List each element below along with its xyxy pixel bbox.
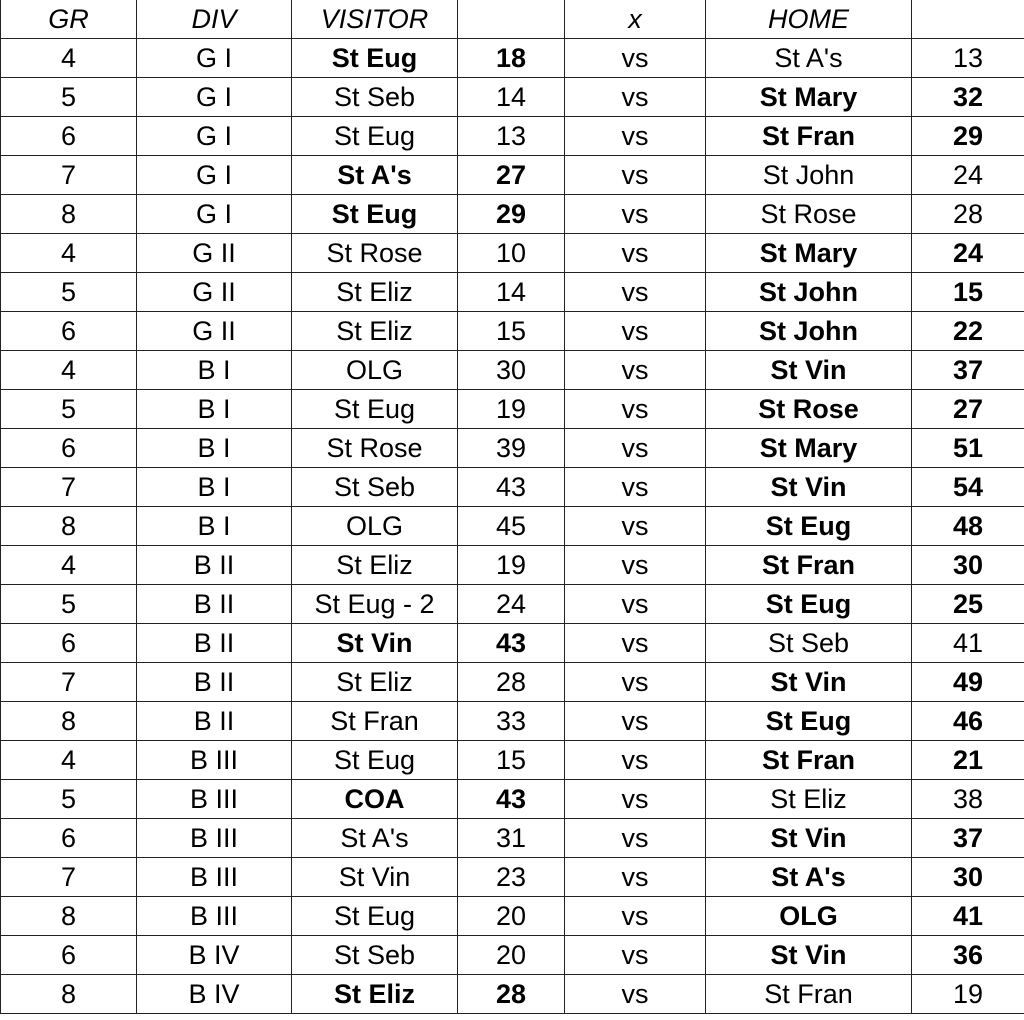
cell-home-score: 41 xyxy=(912,624,1024,663)
cell-home-score: 19 xyxy=(912,975,1024,1014)
table-row xyxy=(1,936,1024,975)
cell-gr: 5 xyxy=(1,273,137,312)
cell-x: vs xyxy=(565,624,706,663)
table-row xyxy=(1,858,1024,897)
cell-gr: 6 xyxy=(1,117,137,156)
table-row xyxy=(1,78,1024,117)
cell-visitor-score: 20 xyxy=(458,897,565,936)
cell-visitor-score: 39 xyxy=(458,429,565,468)
cell-x: vs xyxy=(565,936,706,975)
cell-visitor: St Rose xyxy=(292,234,458,273)
cell-home-score: 25 xyxy=(912,585,1024,624)
cell-visitor: St Vin xyxy=(292,624,458,663)
cell-visitor-score: 14 xyxy=(458,273,565,312)
cell-home-score: 24 xyxy=(912,156,1024,195)
cell-visitor: St Eliz xyxy=(292,546,458,585)
table-row xyxy=(1,819,1024,858)
cell-visitor-score: 23 xyxy=(458,858,565,897)
cell-div: B II xyxy=(137,546,292,585)
table-row xyxy=(1,117,1024,156)
table-row xyxy=(1,546,1024,585)
cell-visitor: St Eliz xyxy=(292,273,458,312)
cell-visitor-score: 13 xyxy=(458,117,565,156)
cell-div: B I xyxy=(137,507,292,546)
cell-visitor-score: 43 xyxy=(458,780,565,819)
cell-visitor: OLG xyxy=(292,351,458,390)
header-visitor: VISITOR xyxy=(292,0,458,39)
cell-visitor-score: 28 xyxy=(458,663,565,702)
cell-home: St Vin xyxy=(706,819,912,858)
cell-x: vs xyxy=(565,819,706,858)
cell-div: B II xyxy=(137,585,292,624)
cell-home-score: 27 xyxy=(912,390,1024,429)
cell-home-score: 13 xyxy=(912,39,1024,78)
cell-home-score: 49 xyxy=(912,663,1024,702)
table-row xyxy=(1,780,1024,819)
cell-home-score: 46 xyxy=(912,702,1024,741)
cell-home: St Vin xyxy=(706,936,912,975)
cell-div: B III xyxy=(137,741,292,780)
cell-visitor-score: 27 xyxy=(458,156,565,195)
cell-x: vs xyxy=(565,468,706,507)
cell-div: B II xyxy=(137,624,292,663)
cell-x: vs xyxy=(565,546,706,585)
cell-div: G I xyxy=(137,195,292,234)
cell-home-score: 48 xyxy=(912,507,1024,546)
cell-x: vs xyxy=(565,195,706,234)
cell-gr: 4 xyxy=(1,39,137,78)
cell-visitor-score: 29 xyxy=(458,195,565,234)
cell-home-score: 36 xyxy=(912,936,1024,975)
cell-x: vs xyxy=(565,585,706,624)
cell-home: St Vin xyxy=(706,468,912,507)
cell-home: St John xyxy=(706,156,912,195)
cell-x: vs xyxy=(565,858,706,897)
table-row xyxy=(1,507,1024,546)
cell-div: G II xyxy=(137,234,292,273)
cell-gr: 4 xyxy=(1,546,137,585)
table-row xyxy=(1,975,1024,1014)
table-row xyxy=(1,195,1024,234)
table-row xyxy=(1,468,1024,507)
cell-x: vs xyxy=(565,702,706,741)
header-row xyxy=(1,0,1024,39)
cell-visitor: St Eliz xyxy=(292,975,458,1014)
cell-home-score: 51 xyxy=(912,429,1024,468)
cell-home-score: 15 xyxy=(912,273,1024,312)
cell-gr: 6 xyxy=(1,819,137,858)
cell-gr: 5 xyxy=(1,585,137,624)
cell-gr: 6 xyxy=(1,624,137,663)
cell-x: vs xyxy=(565,390,706,429)
header-visitor-score xyxy=(458,0,565,39)
cell-home: St John xyxy=(706,312,912,351)
cell-div: B I xyxy=(137,429,292,468)
cell-home-score: 24 xyxy=(912,234,1024,273)
cell-home: St Vin xyxy=(706,351,912,390)
table-row xyxy=(1,351,1024,390)
cell-x: vs xyxy=(565,429,706,468)
cell-home-score: 41 xyxy=(912,897,1024,936)
cell-gr: 4 xyxy=(1,234,137,273)
cell-x: vs xyxy=(565,351,706,390)
cell-x: vs xyxy=(565,312,706,351)
cell-gr: 5 xyxy=(1,390,137,429)
cell-x: vs xyxy=(565,897,706,936)
cell-home-score: 28 xyxy=(912,195,1024,234)
cell-visitor-score: 33 xyxy=(458,702,565,741)
cell-visitor-score: 19 xyxy=(458,546,565,585)
table-row xyxy=(1,702,1024,741)
cell-gr: 7 xyxy=(1,468,137,507)
cell-div: B I xyxy=(137,468,292,507)
table-row xyxy=(1,663,1024,702)
header-home-score xyxy=(912,0,1024,39)
cell-visitor: St Rose xyxy=(292,429,458,468)
cell-home: St Mary xyxy=(706,78,912,117)
cell-div: B IV xyxy=(137,975,292,1014)
cell-div: G II xyxy=(137,312,292,351)
cell-div: B II xyxy=(137,663,292,702)
cell-home-score: 54 xyxy=(912,468,1024,507)
cell-div: B III xyxy=(137,819,292,858)
cell-x: vs xyxy=(565,975,706,1014)
table-row xyxy=(1,429,1024,468)
cell-gr: 5 xyxy=(1,780,137,819)
cell-visitor: St A's xyxy=(292,156,458,195)
cell-visitor: St Eliz xyxy=(292,663,458,702)
header-x: x xyxy=(565,0,706,39)
cell-gr: 4 xyxy=(1,351,137,390)
cell-x: vs xyxy=(565,78,706,117)
cell-div: B IV xyxy=(137,936,292,975)
cell-div: B III xyxy=(137,897,292,936)
cell-home: St Rose xyxy=(706,390,912,429)
cell-x: vs xyxy=(565,741,706,780)
table-row xyxy=(1,234,1024,273)
cell-home: St A's xyxy=(706,858,912,897)
cell-visitor: OLG xyxy=(292,507,458,546)
cell-div: B III xyxy=(137,780,292,819)
cell-visitor: St Eliz xyxy=(292,312,458,351)
cell-div: G I xyxy=(137,117,292,156)
cell-div: B I xyxy=(137,390,292,429)
cell-visitor-score: 15 xyxy=(458,741,565,780)
cell-visitor: St Seb xyxy=(292,936,458,975)
cell-x: vs xyxy=(565,117,706,156)
cell-visitor: St Eug xyxy=(292,897,458,936)
cell-home-score: 30 xyxy=(912,858,1024,897)
cell-home: St Mary xyxy=(706,429,912,468)
cell-x: vs xyxy=(565,156,706,195)
cell-visitor: St Eug xyxy=(292,117,458,156)
cell-home-score: 32 xyxy=(912,78,1024,117)
cell-div: G II xyxy=(137,273,292,312)
cell-home-score: 22 xyxy=(912,312,1024,351)
cell-x: vs xyxy=(565,39,706,78)
cell-visitor-score: 28 xyxy=(458,975,565,1014)
table-row xyxy=(1,312,1024,351)
cell-home: St A's xyxy=(706,39,912,78)
cell-x: vs xyxy=(565,780,706,819)
cell-div: B I xyxy=(137,351,292,390)
cell-gr: 8 xyxy=(1,897,137,936)
cell-home: St Fran xyxy=(706,546,912,585)
cell-visitor: St Eug - 2 xyxy=(292,585,458,624)
cell-visitor: St Eug xyxy=(292,39,458,78)
cell-home: St Seb xyxy=(706,624,912,663)
cell-home-score: 37 xyxy=(912,351,1024,390)
cell-visitor-score: 45 xyxy=(458,507,565,546)
cell-visitor: St Eug xyxy=(292,390,458,429)
cell-visitor-score: 14 xyxy=(458,78,565,117)
table-row xyxy=(1,585,1024,624)
cell-visitor: St Vin xyxy=(292,858,458,897)
cell-home-score: 21 xyxy=(912,741,1024,780)
table-row xyxy=(1,390,1024,429)
cell-visitor-score: 20 xyxy=(458,936,565,975)
table-row xyxy=(1,741,1024,780)
cell-gr: 6 xyxy=(1,429,137,468)
cell-visitor-score: 10 xyxy=(458,234,565,273)
cell-visitor: St Eug xyxy=(292,741,458,780)
cell-home: St Fran xyxy=(706,117,912,156)
cell-gr: 7 xyxy=(1,663,137,702)
cell-gr: 5 xyxy=(1,78,137,117)
table-row xyxy=(1,273,1024,312)
cell-visitor-score: 31 xyxy=(458,819,565,858)
cell-visitor: St Seb xyxy=(292,468,458,507)
cell-gr: 8 xyxy=(1,702,137,741)
cell-home: St Mary xyxy=(706,234,912,273)
header-home: HOME xyxy=(706,0,912,39)
cell-x: vs xyxy=(565,273,706,312)
cell-gr: 4 xyxy=(1,741,137,780)
header-gr: GR xyxy=(1,0,137,39)
cell-visitor-score: 15 xyxy=(458,312,565,351)
cell-div: G I xyxy=(137,78,292,117)
cell-visitor-score: 18 xyxy=(458,39,565,78)
cell-home-score: 38 xyxy=(912,780,1024,819)
cell-x: vs xyxy=(565,663,706,702)
cell-visitor-score: 43 xyxy=(458,624,565,663)
cell-home: St Eliz xyxy=(706,780,912,819)
cell-visitor: St Seb xyxy=(292,78,458,117)
cell-gr: 6 xyxy=(1,936,137,975)
cell-gr: 8 xyxy=(1,975,137,1014)
cell-gr: 7 xyxy=(1,858,137,897)
cell-gr: 8 xyxy=(1,507,137,546)
cell-home: St Rose xyxy=(706,195,912,234)
cell-x: vs xyxy=(565,507,706,546)
cell-visitor: St Fran xyxy=(292,702,458,741)
header-div: DIV xyxy=(137,0,292,39)
table-row xyxy=(1,156,1024,195)
cell-visitor-score: 30 xyxy=(458,351,565,390)
cell-home: OLG xyxy=(706,897,912,936)
table-row xyxy=(1,39,1024,78)
table-row xyxy=(1,624,1024,663)
cell-home: St John xyxy=(706,273,912,312)
table-row xyxy=(1,897,1024,936)
cell-gr: 6 xyxy=(1,312,137,351)
cell-home-score: 29 xyxy=(912,117,1024,156)
cell-visitor: St A's xyxy=(292,819,458,858)
cell-visitor-score: 19 xyxy=(458,390,565,429)
results-body xyxy=(1,39,1024,1014)
cell-x: vs xyxy=(565,234,706,273)
cell-home: St Fran xyxy=(706,741,912,780)
cell-div: B III xyxy=(137,858,292,897)
cell-div: B II xyxy=(137,702,292,741)
cell-home: St Eug xyxy=(706,507,912,546)
cell-div: G I xyxy=(137,39,292,78)
cell-home-score: 30 xyxy=(912,546,1024,585)
cell-home-score: 37 xyxy=(912,819,1024,858)
cell-gr: 8 xyxy=(1,195,137,234)
cell-home: St Fran xyxy=(706,975,912,1014)
cell-gr: 7 xyxy=(1,156,137,195)
cell-visitor: St Eug xyxy=(292,195,458,234)
cell-div: G I xyxy=(137,156,292,195)
cell-home: St Eug xyxy=(706,585,912,624)
cell-visitor-score: 24 xyxy=(458,585,565,624)
cell-home: St Vin xyxy=(706,663,912,702)
cell-home: St Eug xyxy=(706,702,912,741)
cell-visitor: COA xyxy=(292,780,458,819)
cell-visitor-score: 43 xyxy=(458,468,565,507)
